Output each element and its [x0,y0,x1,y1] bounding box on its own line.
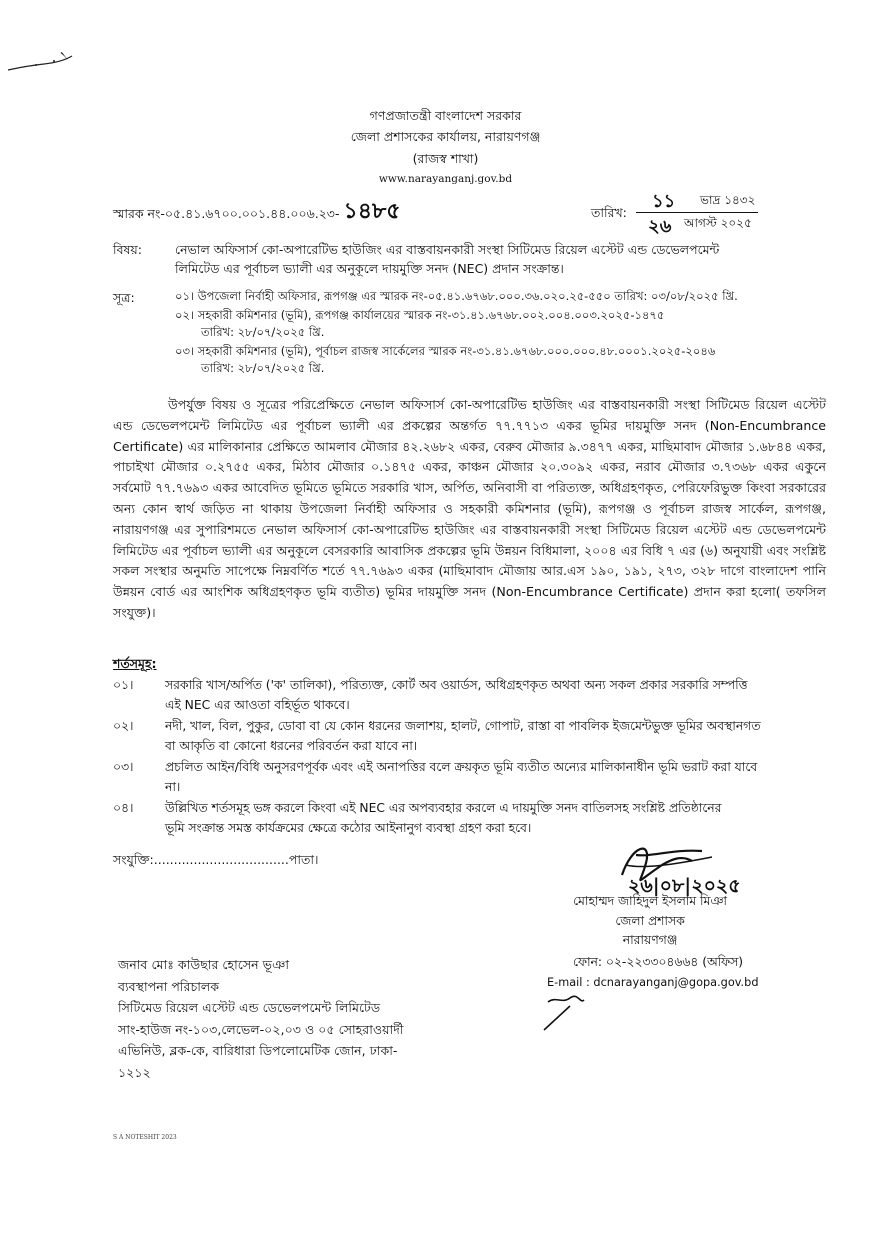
subject-text [175,240,825,278]
condition-line: প্রচলিত আইন/বিধি অনুসরণপূর্বক এবং এই অনাপত্তির বলে ক্রয়কৃত ভূমি ব্যতীত অন্যের মালিকানাধীন ভূমি ভরাট করা যাবে [165,760,758,774]
office-title: জেলা প্রশাসকের কার্যালয়, নারায়ণগঞ্জ [350,129,541,144]
recipient-line: সিটিমেড রিয়েল এস্টেট এন্ড ডেভেলপমেন্ট লিমিটেড [118,1000,381,1015]
recipient-line: জনাব মোঃ কাউছার হোসেন ভূঞা [118,957,290,972]
reference-item [175,288,825,306]
condition-item [113,717,826,756]
condition-number: ০১। [113,678,134,692]
memo-number-printed: স্মারক নং-০৫.৪১.৬৭০০.০০১.৪৪.০০৬.২৩- [113,206,340,221]
condition-line: না। [165,779,181,794]
signatory-designation: জেলা প্রশাসক [615,913,685,928]
signatory-phone: ফোন: ০২-২২৩৩০৪৬৬৪ (অফিস) [573,955,744,969]
recipient-block [118,954,403,1083]
conditions-list [113,676,826,838]
condition-line: এই NEC এর আওতা বহির্ভূত থাকবে। [165,697,350,712]
condition-line: উল্লিখিত শর্তসমূহ ভঙ্গ করলে কিংবা এই NEC এর অপব্যবহার করলে এ দায়মুক্তি সনদ বাতিলসহ সংশ্লিষ্ট প্রতিষ্ঠানের [165,801,722,815]
condition-number: ০২। [113,719,134,733]
condition-line: নদী, খাল, বিল, পুকুর, ডোবা বা যে কোন ধরনের জলাশয়, হালট, গোপাট, রাস্তা বা পাবলিক ইজমেন্টভুক্ত ভূমির অবস্থানগত [165,719,761,733]
reference-line: ০২। সহকারী কমিশনার (ভূমি), রূপগঞ্জ কার্যালয়ের স্মারক নং-৩১.৪১.৬৭৬৮.০০২.০০৪.০০৩.২০২৫-১৪৭৫ [175,307,665,322]
date-hand-bottom: ২৬ [648,216,672,237]
date-top-printed: ভাদ্র ১৪৩২ [700,193,756,207]
body-paragraph: উপর্যুক্ত বিষয় ও সূত্রের পরিপ্রেক্ষিতে নেভাল অফিসার্স কো-অপারেটিভ হাউজিং এর বাস্তবায়নকারী সংস্থা সিটিমেড রিয়েল এস্টেট এন্ড ডেভেলপমেন্ট লিমিটেড এর পূর্বাচল ভ্যালী এর প্রকল্পের অন্তর্গত ৭৭.৭৭১৩ একর ভূমির দায়মুক্তি সনদ (Non-Encumbrance Certificate) এর মালিকানার প্রেক্ষিতে আমলাব মৌজার ৪২.২৬৮২ একর, বেরুব মৌজার ৯.৩৪৭৭ একর, মাছিমাবাদ মৌজার ১.৬৮৪৪ একর, পাচাইখা মৌজার ০.২৭৫৫ একর, মিঠাব মৌজার ০.১৪৭৫ একর, কাঞ্চন মৌজার ২০.৩০৯২ একর, নরাব মৌজার ৩.৭৩৬৮ একর একুনে সর্বমোট ৭৭.৭৬৯৩ একর আবেদিত ভূমিতে ভূমিতে সরকারি খাস, অর্পিত, অনিবাসী বা পরিত্যক্ত, অধিগ্রহণকৃত, পেরিফেরিভুক্ত কিংবা সরকারের অন্য কোন স্বার্থ জড়িত না থাকায় উপজেলা নির্বাহী অফিসার ও সহকারী কমিশনার (ভূমি), রূপগঞ্জ ও পূর্বাচল রাজস্ব সার্কেল, রূপগঞ্জ, নারায়ণগঞ্জ এর সুপারিশমতে নেভাল অফিসার্স কো-অপারেটিভ হাউজিং এর বাস্তবায়নকারী সংস্থা সিটিমেড রিয়েল এস্টেট এন্ড ডেভেলপমেন্ট লিমিটেড এর পূর্বাচল ভ্যালী এর অনুকূলে বেসরকারি আবাসিক প্রকল্পের ভূমি উন্নয়ন বিধিমালা, ২০০৪ এর বিধি ৭ এর (৬) অনুযায়ী এবং সংশ্লিষ্ট সকল সংস্থার অনুমতি সাপেক্ষে নিম্নবর্ণিত শর্তে ৭৭.৭৬৯৩ একর (মাছিমাবাদ মৌজায় আর.এস ১৯০, ১৯১, ২৭৩, ৩২৮ দাগে বাংলাদেশ পানি উন্নয়ন বোর্ড এর আংশিক অধিগ্রহণকৃত ভূমি ব্যতীত) ভূমির দায়মুক্তি সনদ (Non-Encumbrance Certificate) প্রদান করা হলো( তফসিল সংযুক্ত)। [113,397,826,620]
date-label: তারিখ: [591,205,627,220]
reference-date: তারিখ: ২৮/০৭/২০২৫ খ্রি. [201,325,325,339]
date-bottom-printed: আগস্ট ২০২৫ [684,216,752,230]
section-title: (রাজস্ব শাখা) [412,151,479,166]
subject-line-1: নেভাল অফিসার্স কো-অপারেটিভ হাউজিং এর বাস্তবায়নকারী সংস্থা সিটিমেড রিয়েল এস্টেট এন্ড ডেভেলপমেন্ট [175,242,720,257]
condition-number: ০৩। [113,760,134,774]
reference-line: ০১। উপজেলা নির্বাহী অফিসার, রূপগঞ্জ এর স্মারক নং-০৫.৪১.৬৭৬৮.০০০.৩৬.০২০.২৫-৫৫০ তারিখ: ০৩/০৮/২০২৫ খ্রি. [175,289,738,303]
condition-line: বা আকৃতি বা কোনো ধরনের পরিবর্তন করা যাবে না। [165,738,418,753]
reference-item [175,343,825,378]
references-label: সূত্র: [113,290,135,305]
condition-item [113,758,826,797]
website-link[interactable]: www.narayanganj.gov.bd [378,173,513,185]
recipient-line: সাং-হাউজ নং-১০৩,লেভেল-০২,০৩ ও ০৫ সোহরাওয়ার্দী [118,1021,404,1037]
conditions-title [113,654,157,673]
initials-icon [540,990,588,1032]
corner-pen-mark: ৲ [60,44,68,59]
recipient-line: ব্যবস্থাপনা পরিচালক [118,978,220,994]
signatory-block [560,892,740,951]
footer-mark: S A NOTESHIT 2023 [113,1134,177,1141]
condition-item [113,799,826,838]
references-list [175,288,825,378]
memo-number-handwritten: ১৪৮৫ [343,198,401,224]
condition-number: ০৪। [113,801,134,815]
subject-line-2: লিমিটেড এর পূর্বাচল ভ্যালী এর অনুকূলে দায়মুক্তি সনদ (NEC) প্রদান সংক্রান্ত। [175,261,564,276]
condition-line: ভূমি সংক্রান্ত সমস্ত কার্যক্রমের ক্ষেত্রে কঠোর আইনানুগ ব্যবস্থা গ্রহণ করা হবে। [165,820,532,835]
date-hand-top: ১১ [652,191,676,212]
recipient-line: এভিনিউ, ব্লক-কে, বারিধারা ডিপলোমেটিক জোন, ঢাকা- [118,1043,398,1058]
signatory-email[interactable]: E-mail : dcnarayanganj@gopa.gov.bd [547,976,759,989]
conditions-title-text: শর্তসমূহ: [113,656,157,671]
memo-number [113,198,401,224]
condition-line: সরকারি খাস/অর্পিত ('ক' তালিকা), পরিত্যক্ত, কোর্ট অব ওয়ার্ডস, অধিগ্রহণকৃত অথবা অন্য সকল প্রকার সরকারি সম্পত্তি [165,678,748,692]
condition-item [113,676,826,715]
date-block [636,191,758,237]
signatory-district: নারায়ণগঞ্জ [622,933,678,947]
subject-label: বিষয়: [113,242,143,257]
signatory-name: মোহাম্মদ জাহিদুল ইসলাম মিঞা [573,894,727,908]
recipient-line: ১২১২ [118,1064,151,1080]
corner-scribble-icon [6,52,76,74]
reference-line: ০৩। সহকারী কমিশনার (ভূমি), পূর্বাচল রাজস্ব সার্কেলের স্মারক নং-৩১.৪১.৬৭৬৮.০০০.০০০.৪৮.০০০১.২০২৫-২০৪৬ [175,343,716,358]
govt-title: গণপ্রজাতন্ত্রী বাংলাদেশ সরকার [369,108,522,123]
reference-item [175,307,825,342]
signature-date: ২৬|০৮|২০২৫ [628,875,741,897]
attachment-line: সংযুক্তি:..................................পাতা। [113,852,319,867]
reference-date: তারিখ: ২৮/০৭/২০২৫ খ্রি. [201,361,325,375]
